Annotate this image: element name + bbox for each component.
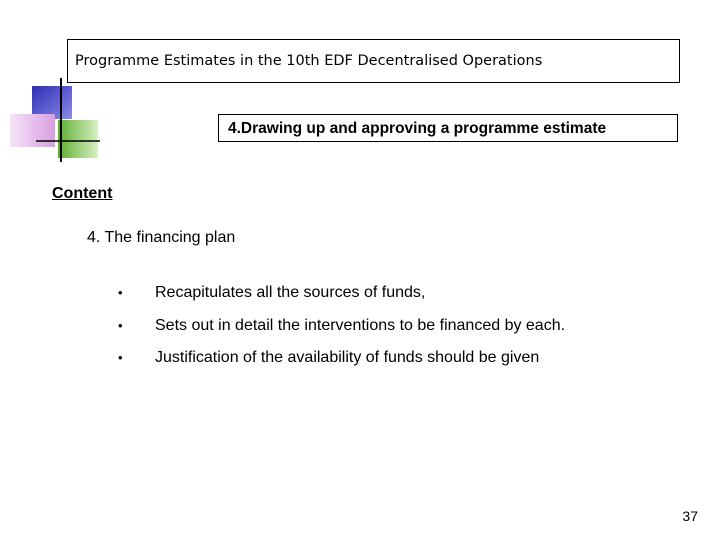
page-title: Programme Estimates in the 10th EDF Decentralised Operations — [75, 53, 543, 69]
section-heading: 4. The financing plan — [87, 229, 236, 246]
bullet-text: Sets out in detail the interventions to be financed by each. — [155, 316, 566, 334]
subtitle-box — [218, 114, 678, 142]
header-title-box — [67, 39, 680, 83]
bullet-marker: • — [118, 317, 123, 333]
bullet-text: Justification of the availability of funds should be given — [155, 349, 540, 366]
bullet-marker: • — [118, 285, 123, 300]
content-heading: Content — [52, 185, 113, 202]
page-number: 37 — [682, 508, 698, 524]
deco-green-square — [58, 120, 98, 158]
deco-pink-square — [10, 114, 55, 147]
slide-subtitle: 4.Drawing up and approving a programme estimate — [228, 120, 607, 137]
decorative-squares-graphic — [0, 0, 100, 170]
bullet-text: Recapitulates all the sources of funds, — [155, 284, 426, 301]
bullet-marker: • — [118, 350, 123, 365]
